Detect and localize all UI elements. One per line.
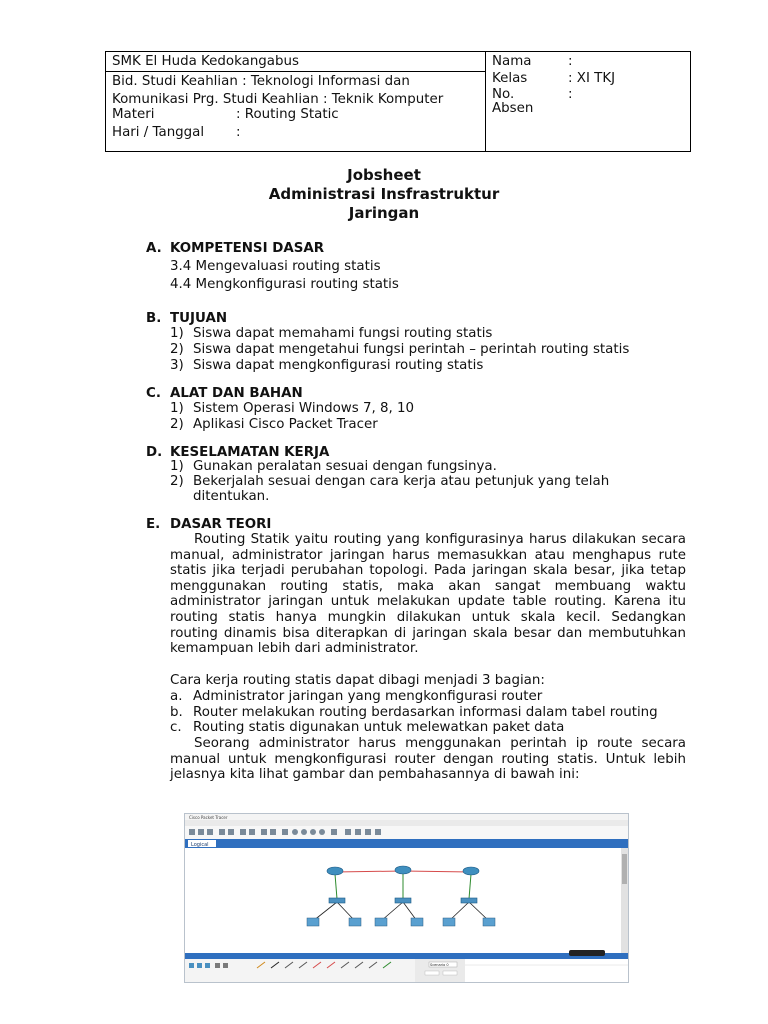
header-divider-horizontal — [106, 71, 485, 72]
section-d-item-continued: ditentukan. — [193, 489, 270, 504]
kelas-label: Kelas — [492, 71, 528, 86]
absen-clip — [492, 101, 552, 116]
section-c-number: 1) — [170, 401, 184, 416]
dasar-teori-paragraph-1: Routing Statik yaitu routing yang konfigurasinya harus dilakukan secara manual, administrator jaringan harus memasukkan atau menghapus rute statis jika terjadi perubahan topologi. Pada jaringan skala besar, jika tetap menggunakan routing statis, maka akan sangat membuang waktu administrator jaringan untuk melakukan update table routing. Karena itu routing statis hanya mungkin dilakukan untuk skala kecil. Sedangkan routing dinamis bisa diterapkan di jaringan skala besar dan membutuhkan kemampuan lebih dari administrator. — [170, 532, 686, 657]
header-divider-vertical — [485, 52, 486, 151]
section-d-item: Bekerjalah sesuai dengan cara kerja atau petunjuk yang telah — [193, 474, 610, 489]
section-b-letter: B. — [146, 311, 162, 326]
section-e-item: Routing statis digunakan untuk melewatkan paket data — [193, 720, 565, 735]
no-value: : — [568, 87, 573, 102]
bidang-line-1: Bid. Studi Keahlian : Teknologi Informasi dan — [112, 74, 410, 89]
section-a-letter: A. — [146, 241, 162, 256]
header-table — [105, 51, 691, 152]
section-a-item: 4.4 Mengkonfigurasi routing statis — [170, 277, 399, 292]
section-d-item: Gunakan peralatan sesuai dengan fungsinya. — [193, 459, 497, 474]
packet-tracer-screenshot — [184, 813, 629, 983]
dasar-teori-paragraph-2: Cara kerja routing statis dapat dibagi menjadi 3 bagian: — [170, 673, 545, 688]
section-e-item-letter: c. — [170, 720, 182, 735]
hari-label: Hari / Tanggal — [112, 125, 205, 140]
section-e-item-letter: a. — [170, 689, 183, 704]
section-e-item-letter: b. — [170, 705, 183, 720]
section-d-number: 1) — [170, 459, 184, 474]
absen-label: Absen — [492, 101, 534, 116]
section-b-heading: TUJUAN — [170, 311, 228, 326]
section-d-heading: KESELAMATAN KERJA — [170, 445, 330, 460]
section-c-item: Sistem Operasi Windows 7, 8, 10 — [193, 401, 415, 416]
section-b-item: Siswa dapat memahami fungsi routing statis — [193, 326, 493, 341]
section-b-number: 3) — [170, 358, 184, 373]
section-e-item: Router melakukan routing berdasarkan informasi dalam tabel routing — [193, 705, 658, 720]
logical-mode-tab: Logical — [191, 842, 209, 848]
section-e-heading: DASAR TEORI — [170, 517, 272, 532]
title-line-3: Jaringan — [348, 204, 420, 222]
title-line-1: Jobsheet — [347, 166, 421, 184]
nama-value: : — [568, 54, 573, 69]
section-c-letter: C. — [146, 386, 161, 401]
school-name: SMK El Huda Kedokangabus — [112, 54, 299, 69]
section-b-item: Siswa dapat mengetahui fungsi perintah – perintah routing statis — [193, 342, 630, 357]
hari-value: : — [236, 125, 241, 140]
nama-label: Nama — [492, 54, 532, 69]
app-title-text: Cisco Packet Tracer — [189, 815, 228, 820]
section-d-number: 2) — [170, 474, 184, 489]
section-d-letter: D. — [146, 445, 163, 460]
section-a-heading: KOMPETENSI DASAR — [170, 241, 325, 256]
section-e-item: Administrator jaringan yang mengkonfigurasi router — [193, 689, 543, 704]
title-line-2: Administrasi Insfrastruktur — [268, 185, 500, 203]
scenario-select: Scenario 0 — [430, 963, 449, 967]
materi-label: Materi — [112, 107, 155, 122]
section-c-number: 2) — [170, 417, 184, 432]
materi-value: : Routing Static — [236, 107, 339, 122]
packet-tracer-figure — [185, 814, 628, 982]
section-a-item: 3.4 Mengevaluasi routing statis — [170, 259, 381, 274]
section-c-item: Aplikasi Cisco Packet Tracer — [193, 417, 378, 432]
section-b-number: 1) — [170, 326, 184, 341]
dasar-teori-paragraph-3: Seorang administrator harus menggunakan perintah ip route secara manual untuk mengkonfigurasi router dengan routing statis. Untuk lebih jelasnya kita lihat gambar dan pembahasannya di bawah ini: — [170, 736, 686, 783]
section-b-number: 2) — [170, 342, 184, 357]
section-b-item: Siswa dapat mengkonfigurasi routing statis — [193, 358, 484, 373]
no-label: No. — [492, 87, 515, 102]
kelas-value: : XI TKJ — [568, 71, 616, 86]
bidang-line-2: Komunikasi Prg. Studi Keahlian : Teknik Komputer — [112, 92, 444, 107]
section-e-letter: E. — [146, 517, 161, 532]
section-c-heading: ALAT DAN BAHAN — [170, 386, 303, 401]
